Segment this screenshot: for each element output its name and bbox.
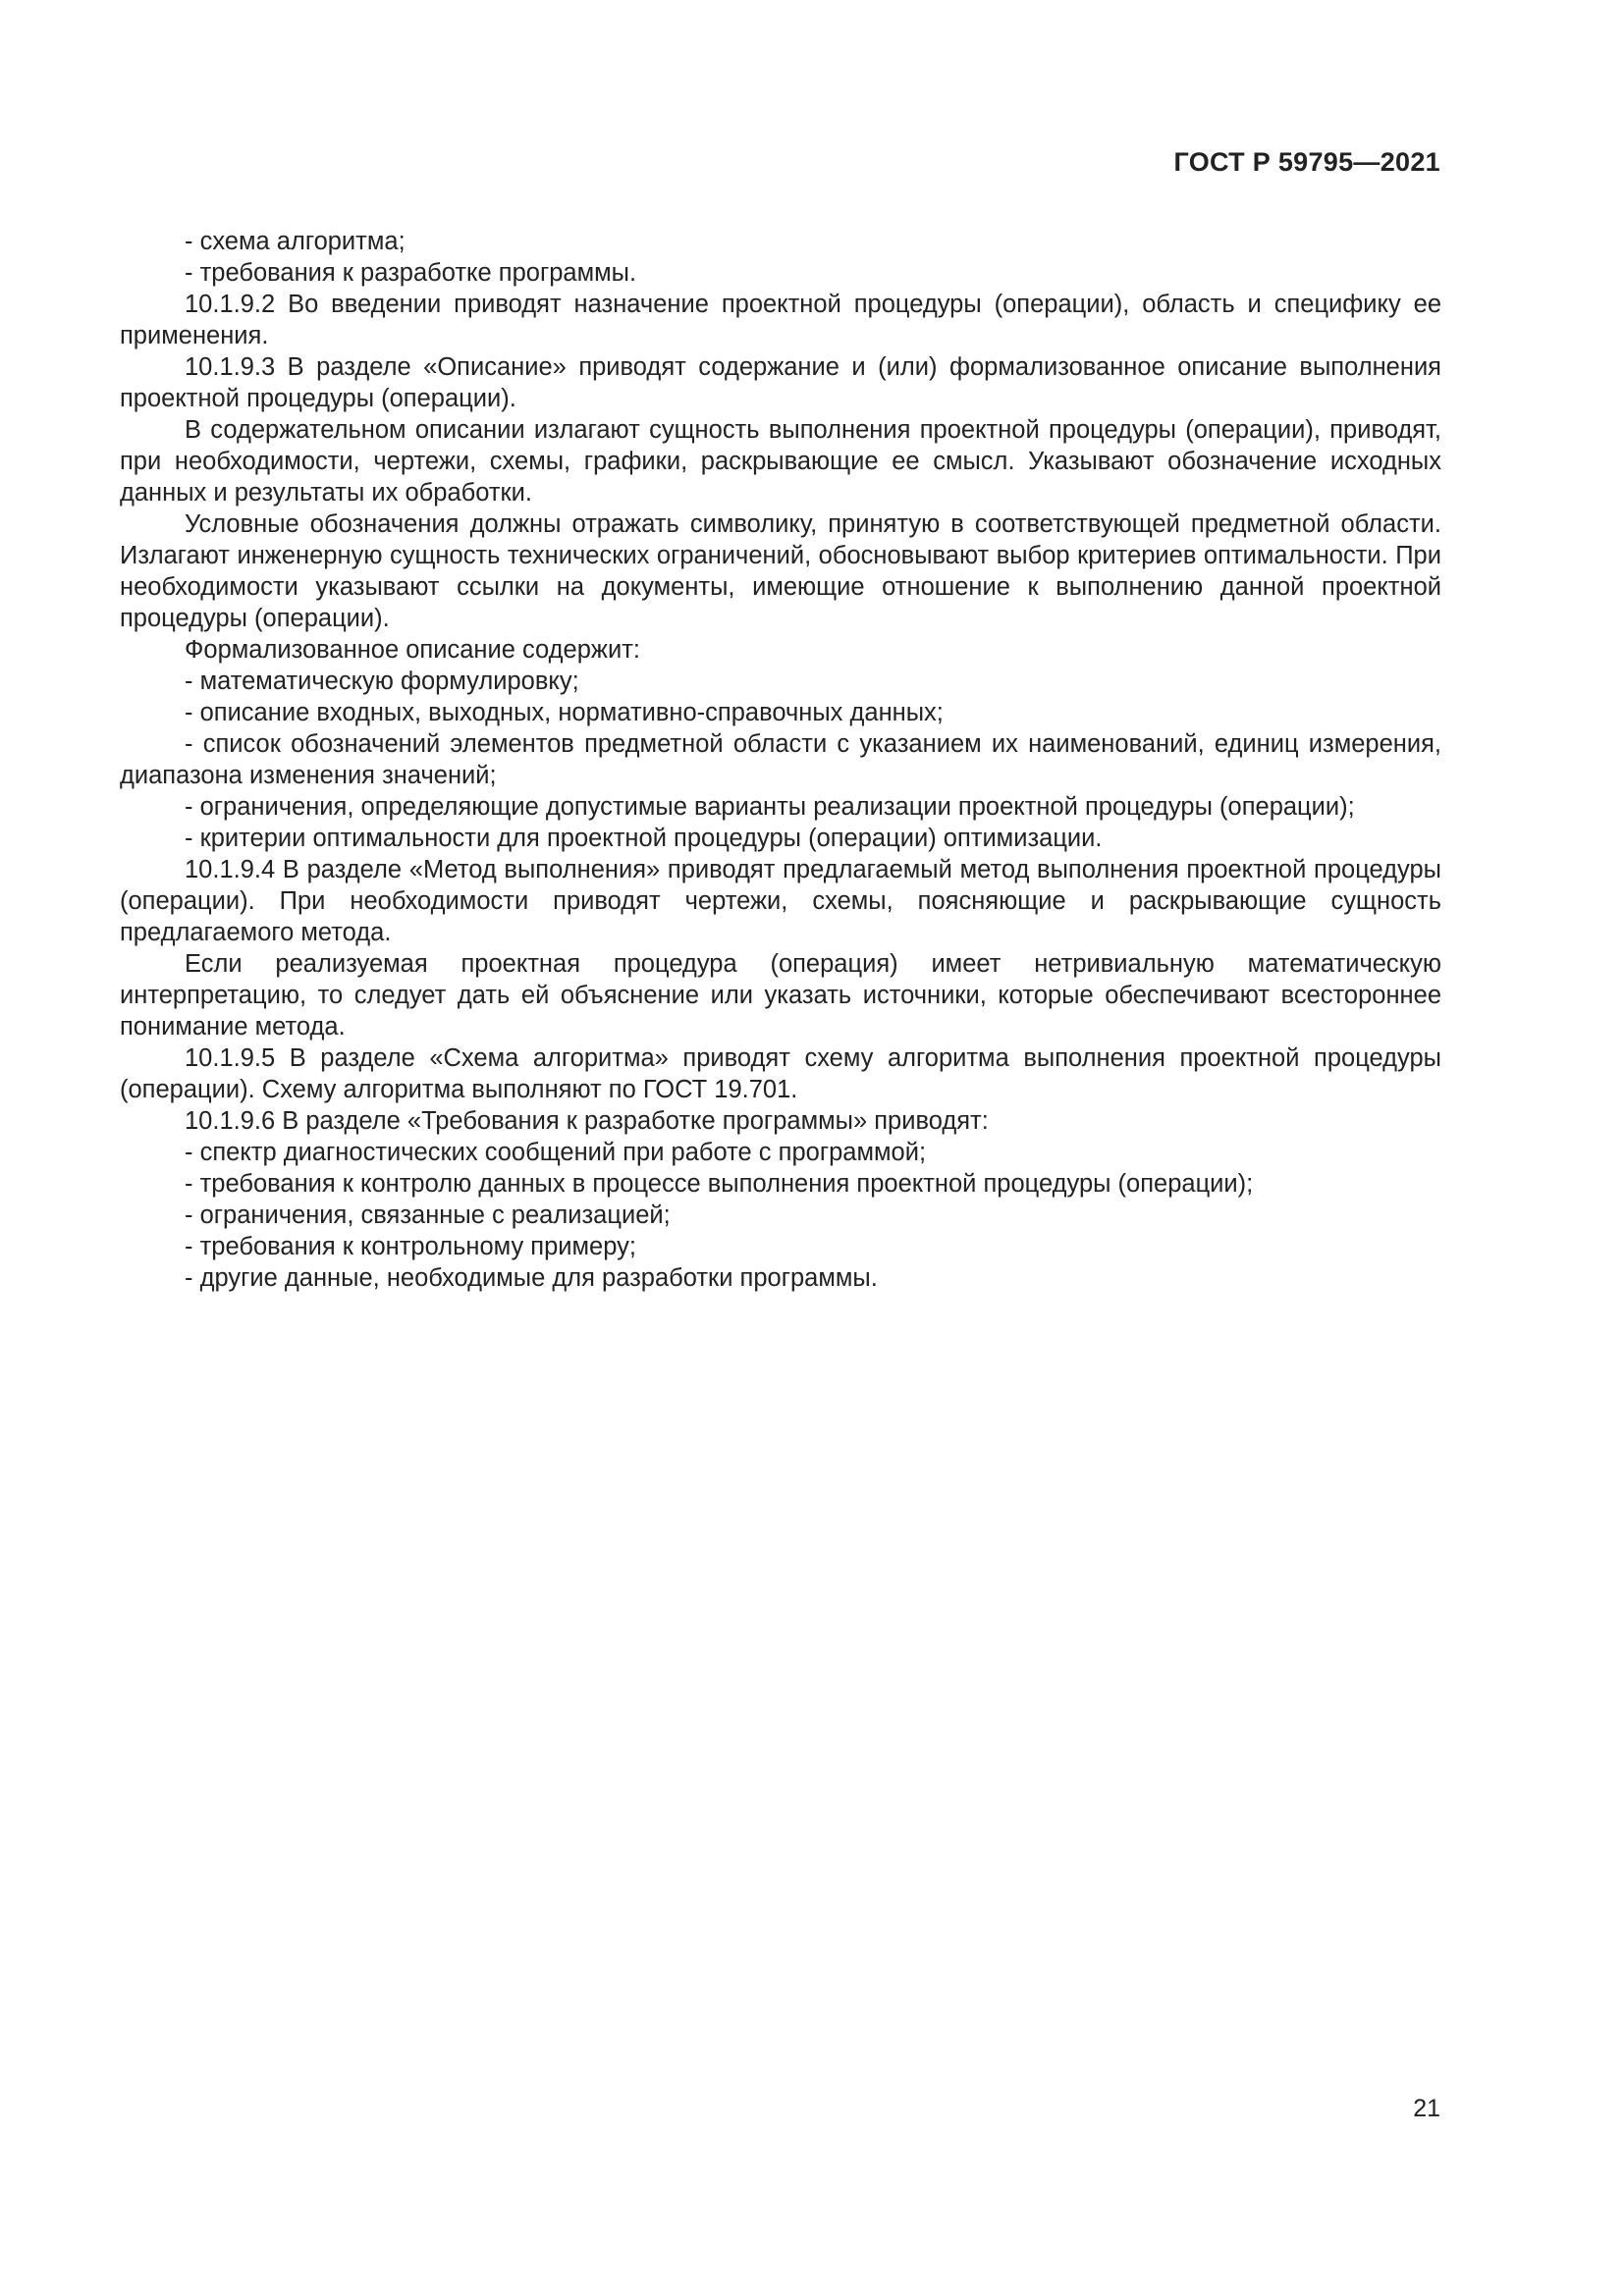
list-item: - спектр диагностических сообщений при работе с программой;: [185, 1139, 927, 1166]
paragraph: Формализованное описание содержит:: [185, 636, 640, 664]
list-item: - требования к разработке программы.: [185, 259, 637, 287]
page-number: 21: [1413, 2095, 1440, 2122]
paragraph: Если реализуемая проектная процедура (операция) имеет нетривиальную математическую интерпретацию, то следует дать ей объяснение или указать источники, которые обеспечивают всестороннее понимание метода.: [120, 950, 1441, 1041]
list-item: - ограничения, определяющие допустимые варианты реализации проектной процедуры (операции);: [185, 793, 1355, 821]
paragraph: В содержательном описании излагают сущность выполнения проектной процедуры (операции), приводят, при необходимости, чертежи, схемы, графики, раскрывающие ее смысл. Указывают обозначение исходных данных и результаты их обработки.: [120, 416, 1441, 507]
paragraph: 10.1.9.2 Во введении приводят назначение проектной процедуры (операции), область и специфику ее применения.: [120, 291, 1441, 349]
list-item: - математическую формулировку;: [185, 667, 579, 695]
list-item: - требования к контролю данных в процессе выполнения проектной процедуры (операции);: [185, 1170, 1254, 1198]
list-item: - другие данные, необходимые для разработки программы.: [185, 1264, 878, 1292]
paragraph: 10.1.9.6 В разделе «Требования к разработке программы» приводят:: [185, 1107, 989, 1135]
paragraph: 10.1.9.3 В разделе «Описание» приводят содержание и (или) формализованное описание выполнения проектной процедуры (операции).: [120, 353, 1441, 412]
list-item: - список обозначений элементов предметной области с указанием их наименований, единиц измерения, диапазона изменения значений;: [120, 730, 1441, 789]
paragraph: Условные обозначения должны отражать символику, принятую в соответствующей предметной области. Излагают инженерную сущность технических ограничений, обосновывают выбор критериев оптимальности. При необходимости указывают ссылки на документы, имеющие отношение к выполнению данной проектной процедуры (операции).: [120, 510, 1441, 632]
list-item: - требования к контрольному примеру;: [185, 1233, 636, 1260]
list-item: - схема алгоритма;: [185, 228, 406, 255]
list-item: - критерии оптимальности для проектной процедуры (операции) оптимизации.: [185, 825, 1103, 852]
document-code-header: ГОСТ Р 59795—2021: [1173, 147, 1440, 177]
paragraph: 10.1.9.4 В разделе «Метод выполнения» приводят предлагаемый метод выполнения проектной процедуры (операции). При необходимости приводят чертежи, схемы, поясняющие и раскрывающие сущность предлагаемого метода.: [120, 856, 1441, 946]
list-item: - ограничения, связанные с реализацией;: [185, 1201, 671, 1229]
paragraph: 10.1.9.5 В разделе «Схема алгоритма» приводят схему алгоритма выполнения проектной процедуры (операции). Схему алгоритма выполняют по ГОСТ 19.701.: [120, 1044, 1441, 1103]
document-body: [120, 226, 1441, 1294]
list-item: - описание входных, выходных, нормативно-справочных данных;: [185, 699, 944, 726]
